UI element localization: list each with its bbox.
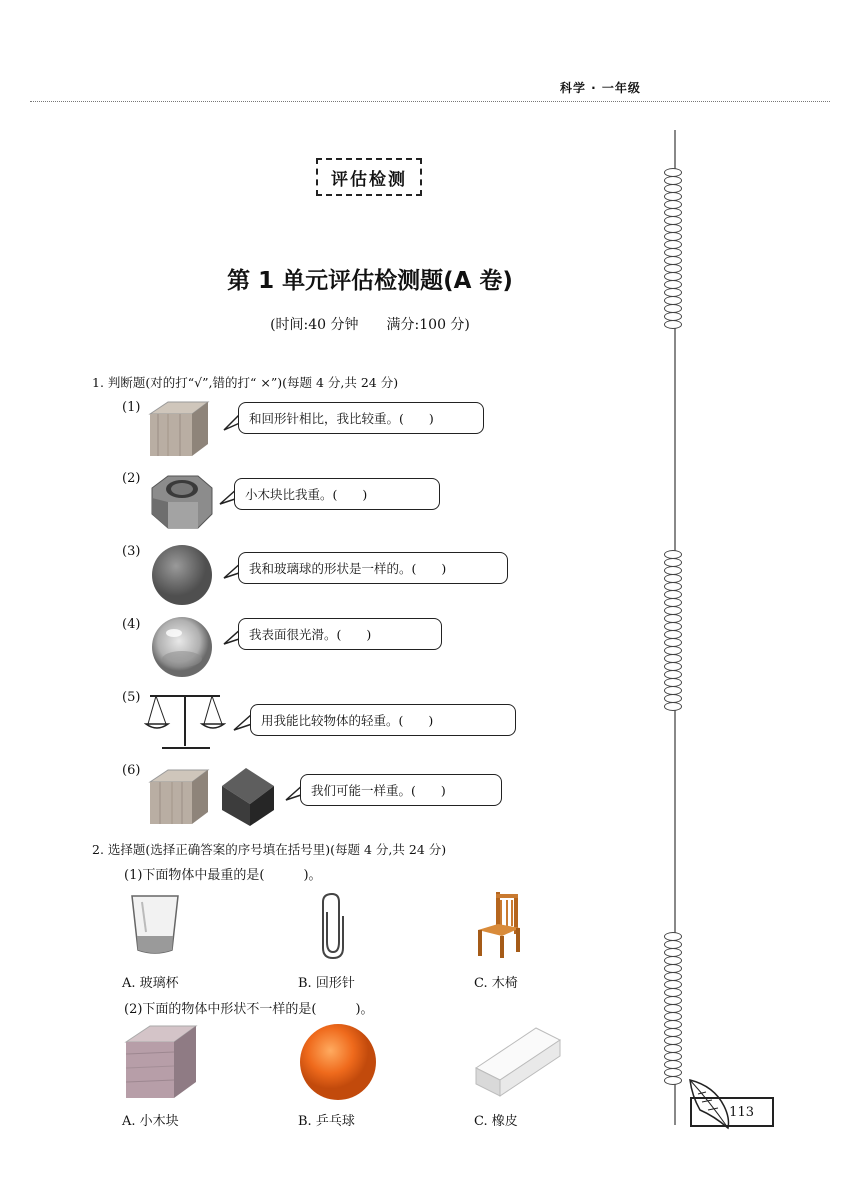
exam-time-score: (时间:40 分钟 满分:100 分) bbox=[270, 317, 470, 333]
q1-speech-bubble: 我和玻璃球的形状是一样的。( ) bbox=[238, 552, 508, 584]
q1-item-number: (6) bbox=[122, 763, 141, 778]
spiral-coil-top bbox=[664, 168, 682, 328]
spiral-coil-bottom bbox=[664, 932, 682, 1084]
q1-speech-bubble: 我们可能一样重。( ) bbox=[300, 774, 502, 806]
page-title: 第 1 单元评估检测题(A 卷) bbox=[227, 268, 513, 294]
wood-cube-icon bbox=[120, 1022, 200, 1102]
option-label: C. 橡皮 bbox=[474, 1114, 518, 1129]
q1-heading: 1. 判断题(对的打“√”,错的打“ ×”)(每题 4 分,共 24 分) bbox=[92, 375, 399, 390]
option-label: A. 玻璃杯 bbox=[122, 976, 179, 991]
wood-block-icon bbox=[146, 400, 210, 458]
q1-item-number: (5) bbox=[122, 690, 141, 705]
option-label: A. 小木块 bbox=[122, 1114, 179, 1129]
gray-ball-icon bbox=[150, 543, 214, 607]
q1-speech-bubble: 用我能比较物体的轻重。( ) bbox=[250, 704, 516, 736]
q2-heading: 2. 选择题(选择正确答案的序号填在括号里)(每题 4 分,共 24 分) bbox=[92, 842, 447, 857]
q1-speech-bubble: 和回形针相比，我比较重。( ) bbox=[238, 402, 484, 434]
hex-nut-icon bbox=[146, 474, 214, 532]
option-label: B. 回形针 bbox=[298, 976, 355, 991]
balance-scale-icon bbox=[144, 690, 226, 752]
q1-item-number: (1) bbox=[122, 400, 141, 415]
option-label: B. 乒乓球 bbox=[298, 1114, 355, 1129]
glass-cup-icon bbox=[128, 892, 182, 958]
ping-pong-ball-icon bbox=[298, 1022, 378, 1102]
header-divider bbox=[30, 101, 830, 102]
page-number: 113 bbox=[690, 1097, 774, 1127]
q1-item-number: (4) bbox=[122, 617, 141, 632]
q1-item-number: (3) bbox=[122, 544, 141, 559]
paper-clip-icon bbox=[318, 892, 348, 962]
glass-marble-icon bbox=[150, 615, 214, 679]
q1-speech-bubble: 我表面很光滑。( ) bbox=[238, 618, 442, 650]
q1-speech-bubble: 小木块比我重。( ) bbox=[234, 478, 440, 510]
wooden-chair-icon bbox=[474, 890, 524, 960]
eraser-icon bbox=[472, 1026, 562, 1098]
q2-sub2-question: (2)下面的物体中形状不一样的是( )。 bbox=[124, 1002, 374, 1017]
header-subject-grade: 科学 · 一年级 bbox=[560, 81, 641, 95]
wood-and-dark-cube-icon bbox=[146, 768, 286, 826]
spiral-coil-middle bbox=[664, 550, 682, 710]
section-badge: 评估检测 bbox=[316, 158, 422, 196]
q2-sub1-question: (1)下面物体中最重的是( )。 bbox=[124, 868, 322, 883]
q1-item-number: (2) bbox=[122, 471, 141, 486]
option-label: C. 木椅 bbox=[474, 976, 518, 991]
